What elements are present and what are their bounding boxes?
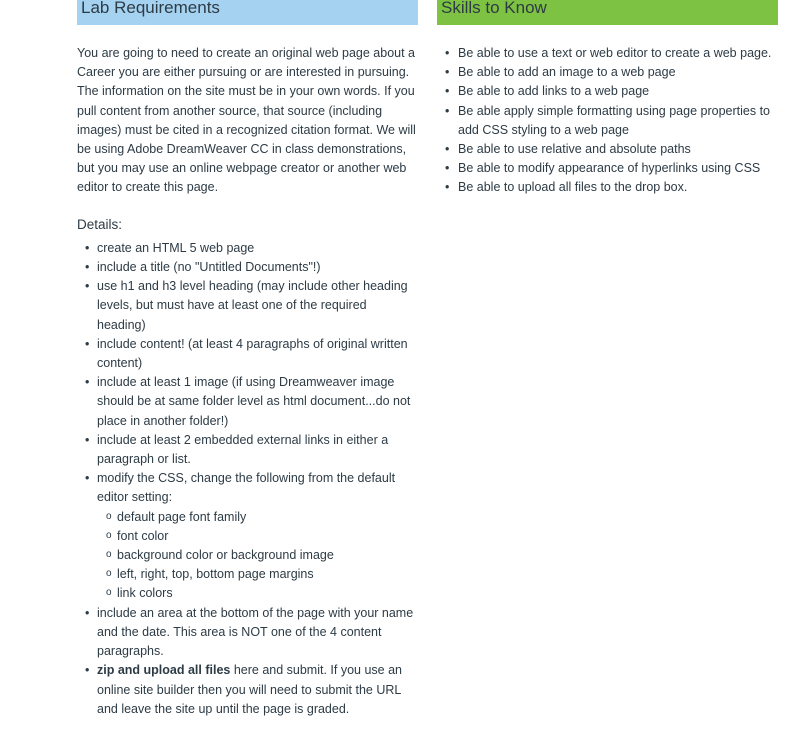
lab-requirements-heading: Lab Requirements [77, 0, 418, 25]
sublist-item: o link colors [97, 584, 418, 603]
zip-upload-text: here and submit. If you use an online site builder then you will need to submit the URL and leave the site up until the page is graded. [97, 663, 402, 716]
details-list [77, 239, 418, 719]
list-item: • Be able apply simple formatting using page properties to add CSS styling to a web page [437, 102, 778, 140]
sublist-item: o background color or background image [97, 546, 418, 565]
list-item: • use h1 and h3 level heading (may include other heading levels, but must have at least one of the required heading) [77, 277, 418, 335]
list-item: • Be able to modify appearance of hyperlinks using CSS [437, 159, 778, 178]
list-item: • include a title (no "Untitled Documents"!) [77, 258, 418, 277]
list-item: • Be able to use relative and absolute paths [437, 140, 778, 159]
sublist-item: o left, right, top, bottom page margins [97, 565, 418, 584]
sublist-item: o font color [97, 527, 418, 546]
list-item-css [77, 469, 418, 603]
list-item: • Be able to upload all files to the drop box. [437, 178, 778, 197]
list-item: • include at least 1 image (if using Dreamweaver image should be at same folder level as html document...do not place in another folder!) [77, 373, 418, 431]
sublist-item: o default page font family [97, 508, 418, 527]
css-item-text: modify the CSS, change the following from the default editor setting: [97, 471, 396, 505]
lab-requirements-column [77, 0, 418, 719]
list-item: • include at least 2 embedded external links in either a paragraph or list. [77, 431, 418, 469]
css-sublist [97, 508, 418, 604]
list-item: • include an area at the bottom of the page with your name and the date. This area is NOT one of the 4 content paragraphs. [77, 604, 418, 662]
list-item: • Be able to add an image to a web page [437, 63, 778, 82]
list-item: • include content! (at least 4 paragraphs of original written content) [77, 335, 418, 373]
skills-heading: Skills to Know [437, 0, 778, 25]
list-item: • Be able to use a text or web editor to create a web page. [437, 44, 778, 63]
zip-upload-bold: zip and upload all files [97, 663, 231, 678]
list-item: • Be able to add links to a web page [437, 82, 778, 101]
skills-list [437, 44, 778, 198]
skills-column [437, 0, 778, 198]
list-item-zip [77, 661, 418, 719]
lab-intro-paragraph: You are going to need to create an original web page about a Career you are either pursuing or are interested in pursuing. The information on the site must be in your own words. If you pull content from another source, that source (including images) must be cited in a recognized citation format. We will be using Adobe DreamWeaver CC in class demonstrations, but you may use an online webpage creator or another web editor to create this page. [77, 46, 416, 195]
details-label: Details: [77, 216, 123, 232]
list-item: • create an HTML 5 web page [77, 239, 418, 258]
